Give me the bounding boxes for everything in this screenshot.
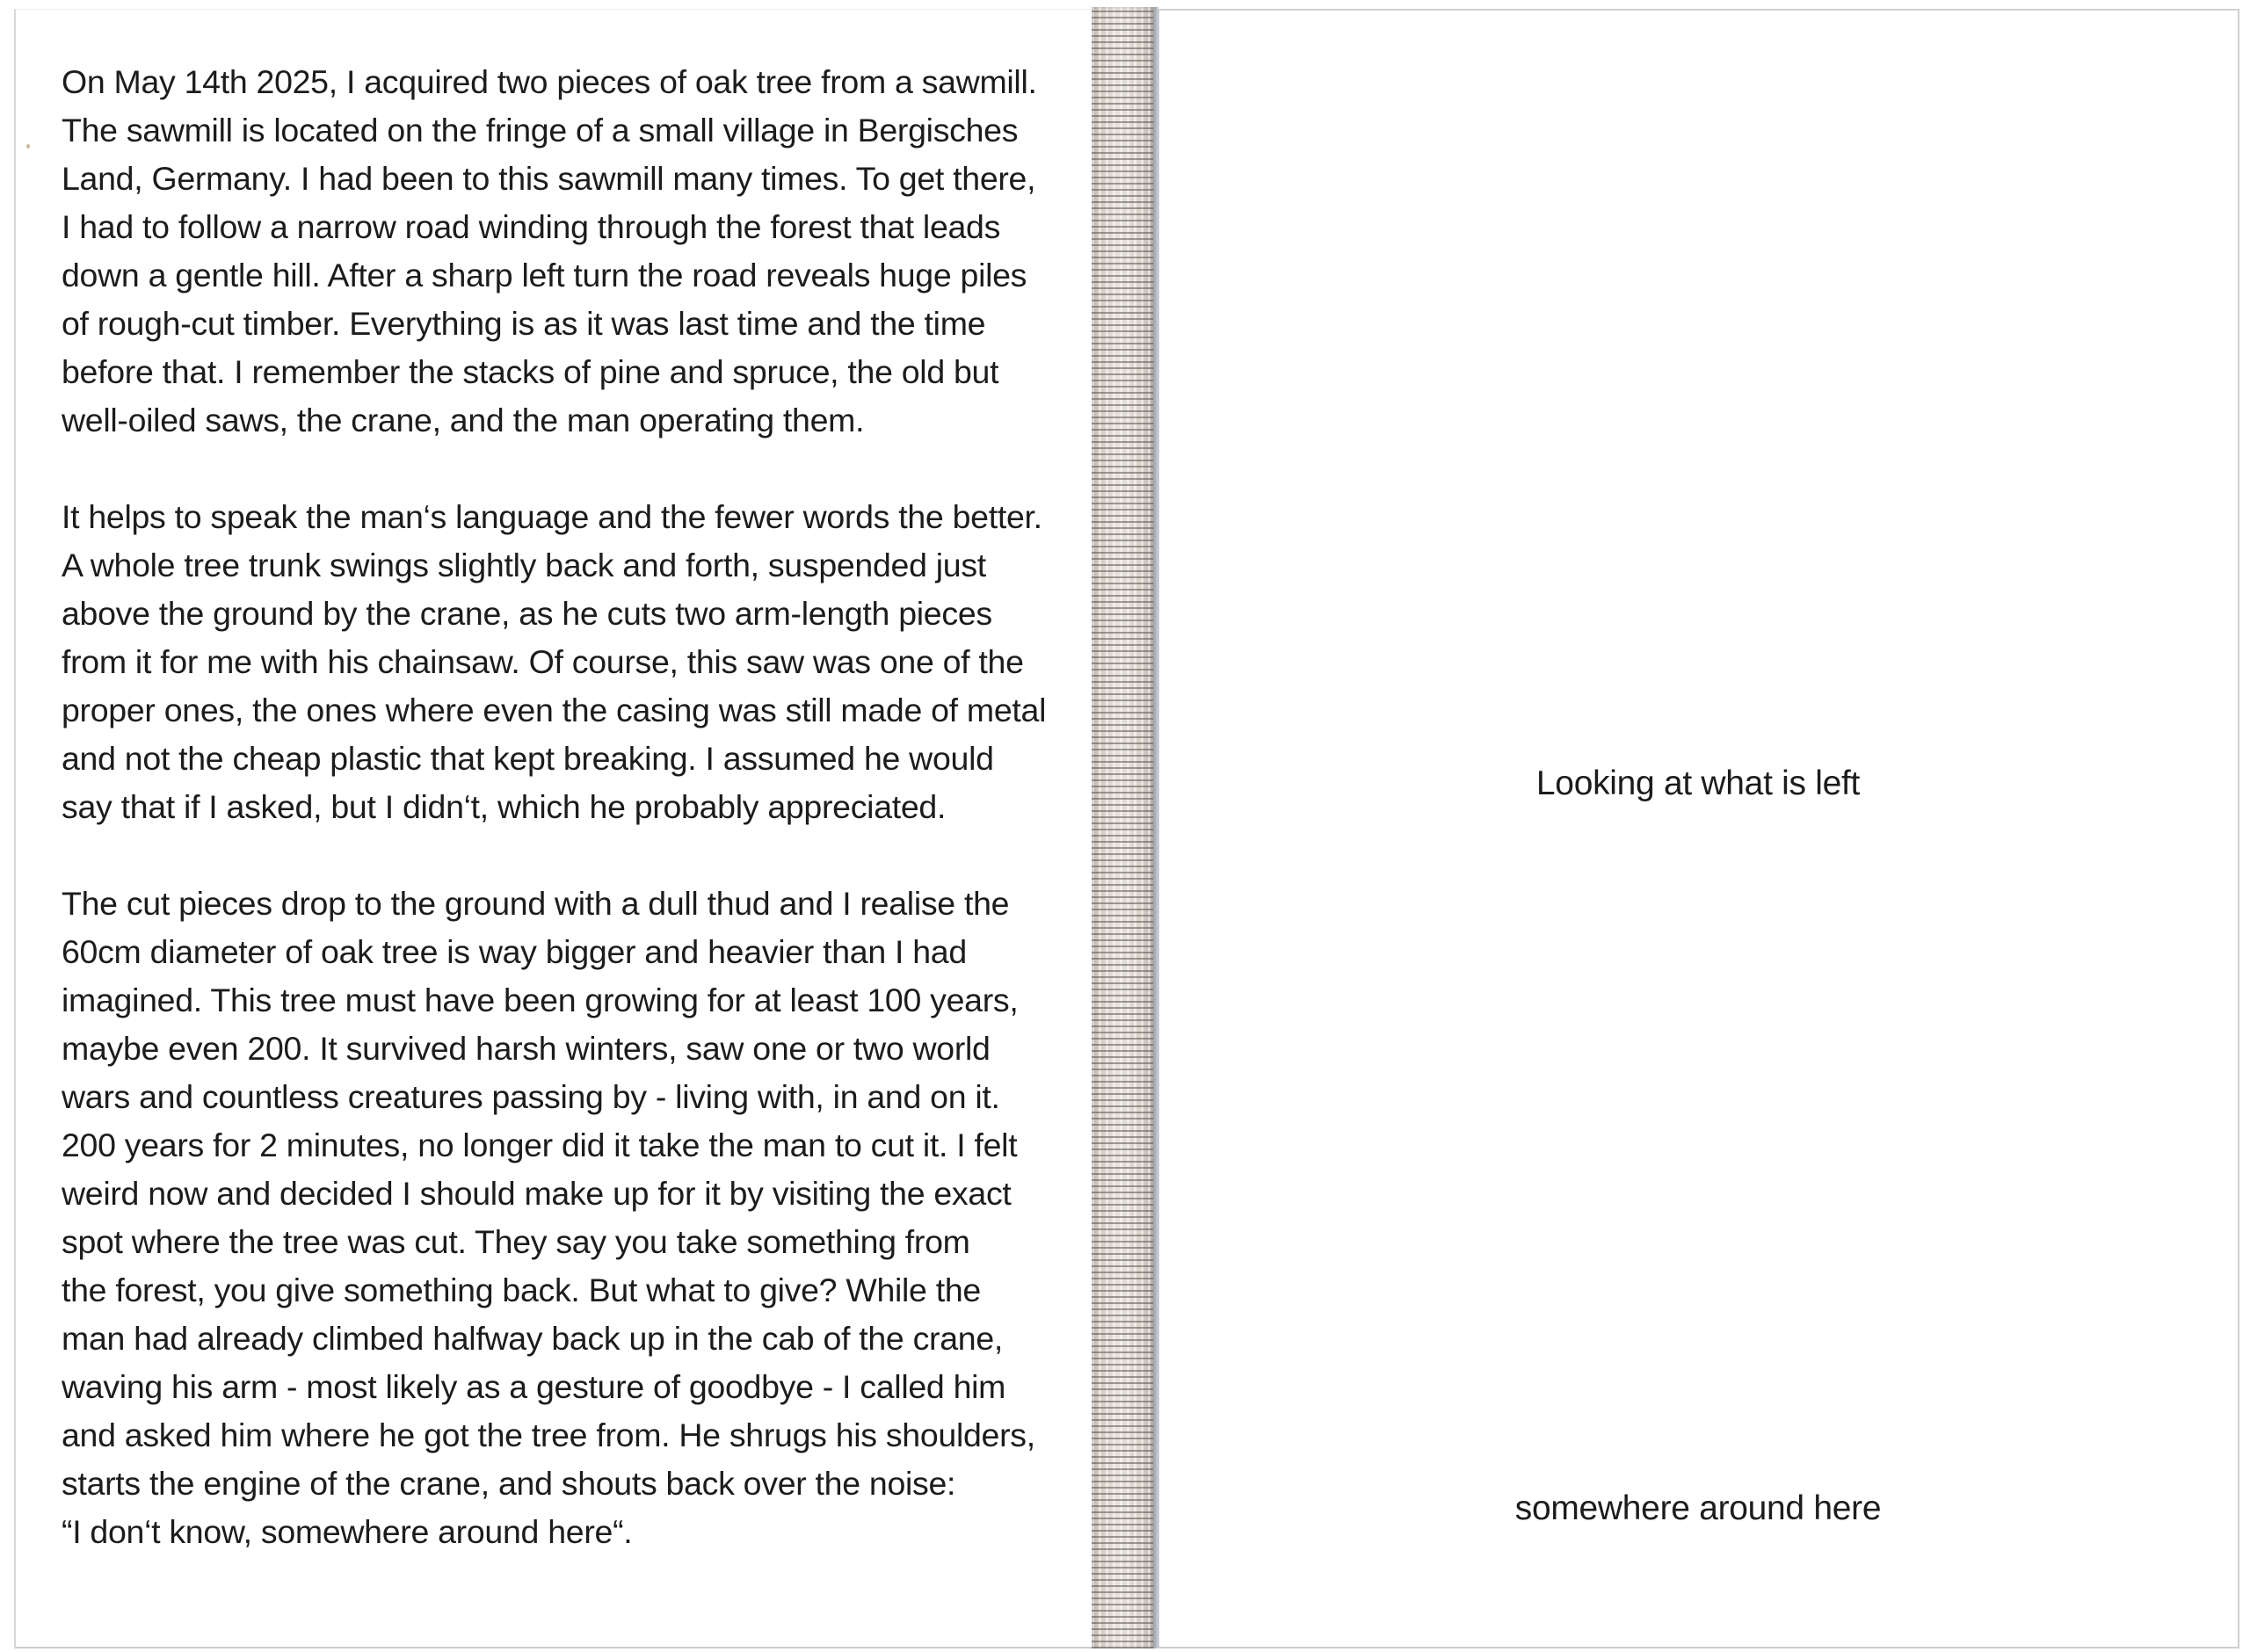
book-spine-binding [1092,7,1157,1648]
caption-looking-at-what-is-left: Looking at what is left [1535,764,1861,802]
story-text [62,58,1081,1605]
paragraph-2: It helps to speak the man‘s language and the fewer words the better. A whole tree trunk swings slightly back and forth, suspended just above the ground by the crane, as he cuts two arm-length pieces from it for me with his chainsaw. Of course, this saw was one of the proper ones, the ones where even the casing was still made of metal and not the cheap plastic that kept breaking. I assumed he would say that if I asked, but I didn‘t, which he probably appreciated. [62,498,1047,825]
paragraph-3: The cut pieces drop to the ground with a dull thud and I realise the 60cm diameter of oak tree is way bigger and heavier than I had imagined. This tree must have been growing for at least 100 years, maybe even 200. It survived harsh winters, saw one or two world wars and countless creatures passing by - living with, in and on it. 200 years for 2 minutes, no longer did it take the man to cut it. I felt weird now and decided I should make up for it by visiting the exact spot where the tree was cut. They say you take something from the forest, you give something back. But what to give? While the man had already climbed halfway back up in the cab of the crane, waving his arm - most likely as a gesture of goodbye - I called him and asked him where he got the tree from. He shrugs his shoulders, starts the engine of the crane, and shouts back over the noise: “I don‘t know, somewhere around here“. [62,885,1035,1550]
paragraph-1: On May 14th 2025, I acquired two pieces of oak tree from a sawmill. The sawmill is located on the fringe of a small village in Bergisches Land, Germany. I had been to this sawmill many times. To get there, I had to follow a narrow road winding through the forest that leads down a gentle hill. After a sharp left turn the road reveals huge piles of rough-cut timber. Everything is as it was last time and the time before that. I remember the stacks of pine and spruce, the old but well-oiled saws, the crane, and the man operating them. [62,63,1037,438]
paper-speck [26,144,30,149]
caption-somewhere-around-here: somewhere around here [1514,1489,1882,1527]
right-page [1157,9,2239,1648]
